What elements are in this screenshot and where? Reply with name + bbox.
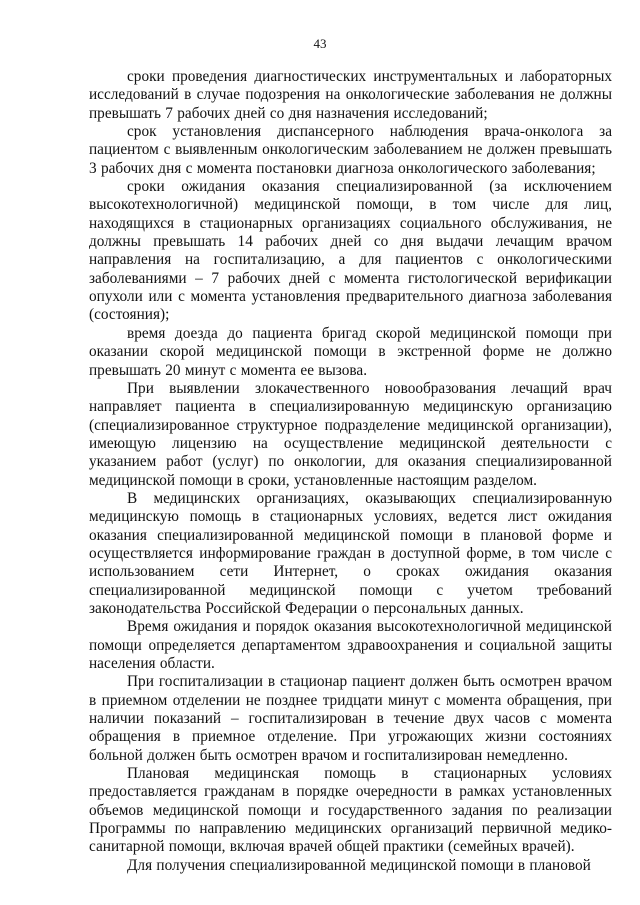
- paragraph-planned-care: Плановая медицинская помощь в стационарных условиях предоставляется гражданам в порядке очередности в рамках установленных объемов медицинской помощи и государственного задания по реализации Программы по направлению медицинских организаций первичной медико-санитарной помощи, включая врачей общей практики (семейных врачей).: [89, 765, 612, 856]
- paragraph-ambulance-arrival: время доезда до пациента бригад скорой медицинской помощи при оказании скорой медицинской помощи в экстренной форме не должно превышать 20 минут с момента ее вызова.: [89, 324, 612, 379]
- paragraph-specialized-care-wait: сроки ожидания оказания специализированной (за исключением высокотехнологичной) медицинской помощи, в том числе для лиц, находящихся в стационарных организациях социального обслуживания, не должны превышать 14 рабочих дней со дня выдачи лечащим врачом направления на госпитализацию, а для пациентов с онкологическими заболеваниями – 7 рабочих дней с момента гистологической верификации опухоли или с момента установления предварительного диагноза заболевания (состояния);: [89, 178, 612, 324]
- paragraph-oncology-referral: При выявлении злокачественного новообразования лечащий врач направляет пациента в специализированную медицинскую организацию (специализированное структурное подразделение медицинской организации), имеющую лицензию на осуществление медицинской деятельности с указанием работ (услуг) по онкологии, для оказания специализированной медицинской помощи в сроки, установленные настоящим разделом.: [89, 379, 612, 489]
- paragraph-hospitalization: При госпитализации в стационар пациент должен быть осмотрен врачом в приемном отделении не позднее тридцати минут с момента обращения, при наличии показаний – госпитализирован в течение двух часов с момента обращения в приемное отделение. При угрожающих жизни состояниях больной должен быть осмотрен врачом и госпитализирован немедленно.: [89, 673, 612, 764]
- paragraph-high-tech-care: Время ожидания и порядок оказания высокотехнологичной медицинской помощи определяется департаментом здравоохранения и социальной защиты населения области.: [89, 618, 612, 672]
- paragraph-diagnostic-terms: сроки проведения диагностических инструментальных и лабораторных исследований в случае подозрения на онкологические заболевания не должны превышать 7 рабочих дней со дня назначения исследований;: [89, 68, 612, 122]
- body-text: [89, 68, 612, 875]
- paragraph-waiting-list: В медицинских организациях, оказывающих специализированную медицинскую помощь в стационарных условиях, ведется лист ожидания оказания специализированной медицинской помощи в плановой форме и осуществляется информирование граждан в доступной форме, в том числе с использованием сети Интернет, о сроках ожидания оказания специализированной медицинской помощи с учетом требований законодательства Российской Федерации о персональных данных.: [89, 489, 612, 617]
- paragraph-dispensary-observation: срок установления диспансерного наблюдения врача-онколога за пациентом с выявленным онкологическим заболеванием не должен превышать 3 рабочих дня с момента постановки диагноза онкологического заболевания;: [89, 123, 612, 177]
- page-number: 43: [313, 36, 327, 51]
- paragraph-continuation: Для получения специализированной медицинской помощи в плановой: [127, 856, 591, 874]
